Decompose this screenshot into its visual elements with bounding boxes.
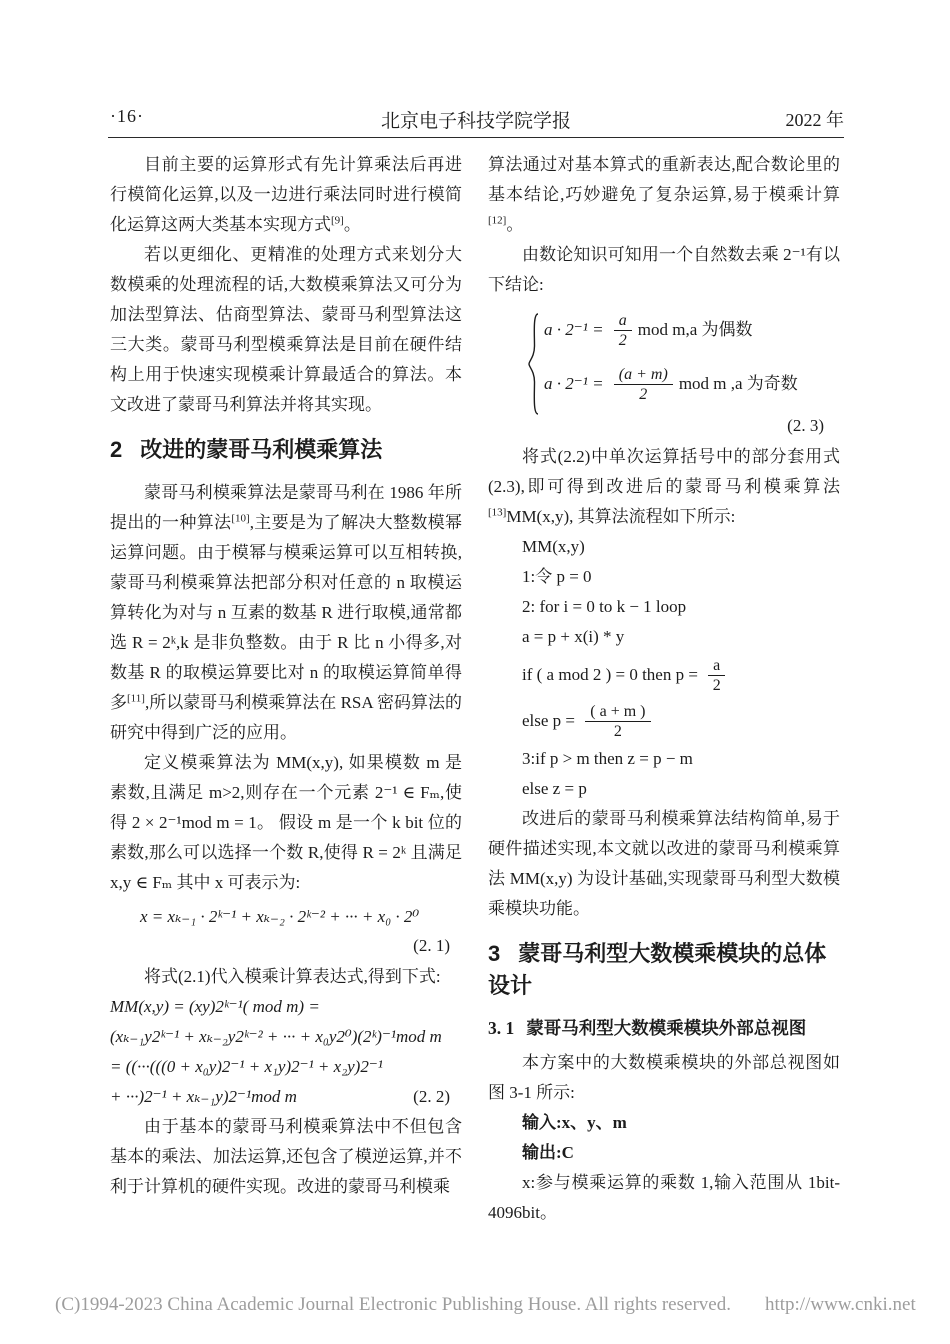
subsection-number: 3. 1 xyxy=(488,1018,515,1038)
paragraph-improved-algorithm-intro: 将式(2.2)中单次运算括号中的部分套用式(2.3),即可得到改进后的蒙哥马利模乘算法[13]MM(x,y), 其算法流程如下所示: xyxy=(488,447,840,526)
left-column xyxy=(110,150,462,1202)
curly-brace-icon xyxy=(526,312,540,416)
paragraph-overview-figure: 本方案中的大数模乘模块的外部总视图如图 3-1 所示: xyxy=(488,1053,840,1102)
paragraph-montgomery-history: 蒙哥马利模乘算法是蒙哥马利在 1986 年所提出的一种算法[10],主要是为了解决大整数模幂运算问题。由于模幂与模乘运算可以互相转换,蒙哥马利模乘算法把部分积对任意的 n 取模运算转化为对与 n 互素的数基 R 进行取模,通常都选 R = 2ᵏ,k 是非负整数。由于 R 比 n 小得多,对数基 R 的取模运算要比对 n 的取模运算简单得多[11],所以蒙哥马利模乘算法在 RSA 密码算法的研究中得到广泛的应用。 xyxy=(110,483,463,742)
paragraph-algorithm-classes: 若以更细化、更精准的处理方式来划分大数模乘的处理流程的话,大数模乘算法又可分为加法型算法、估商型算法、蒙哥马利型算法这三大类。蒙哥马利型模乘算法是目前在硬件结构上用于快速实现模乘计算最适合的算法。本文改进了蒙哥马利算法并将其实现。 xyxy=(110,245,462,414)
equation-2-1-label: (2. 1) xyxy=(413,936,450,955)
equation-2-2-line2: (xₖ₋₁y2ᵏ⁻¹ + xₖ₋₂y2ᵏ⁻² + ··· + x₀y2⁰)(2ᵏ)⁻¹mod m xyxy=(110,1027,442,1046)
fraction: $\frac{a}{2}$ xyxy=(708,656,725,695)
section-number: 2 xyxy=(110,437,123,462)
paragraph-reformulation: 算法通过对基本算式的重新表达,配合数论里的基本结论,巧妙避免了复杂运算,易于模乘计算[12]。 xyxy=(488,155,840,234)
citation-13: [13] xyxy=(488,506,507,519)
paragraph-improved-summary: 改进后的蒙哥马利模乘算法结构简单,易于硬件描述实现,本文就以改进的蒙哥马利模乘算法 MM(x,y) 为设计基础,实现蒙哥马利型大数模乘模块功能。 xyxy=(488,809,840,918)
cnki-url: http://www.cnki.net xyxy=(764,1294,916,1315)
page-number: ·16· xyxy=(110,106,144,126)
algo-line-mm: MM(x,y) xyxy=(522,537,585,556)
equation-2-3-even-case: a · 2⁻¹ = $\frac{a}{2}$ mod m,a 为偶数 xyxy=(544,311,753,349)
paragraph-x-definition: x:参与模乘运算的乘数 1,输入范围从 1bit-4096bit。 xyxy=(488,1173,840,1222)
equation-2-2-line4: + ···)2⁻¹ + xₖ₋₁y)2⁻¹mod m (2. 2) xyxy=(110,1082,462,1112)
publication-year: 2022 年 xyxy=(785,110,844,130)
subsection-title: 蒙哥马利型大数模乘模块外部总视图 xyxy=(526,1018,807,1038)
section-heading-3 xyxy=(488,938,840,1002)
citation-10: [10] xyxy=(231,512,250,525)
io-output-line: 输出:C xyxy=(522,1143,574,1162)
equation-2-1 xyxy=(110,902,462,960)
paragraph-basic-algorithm-drawback: 由于基本的蒙哥马利模乘算法中不但包含基本的乘法、加法运算,还包含了模逆运算,并不利于计算机的硬件实现。改进的蒙哥马利模乘 xyxy=(110,1117,462,1196)
page-header xyxy=(108,106,844,132)
equation-2-2-label: (2. 2) xyxy=(413,1087,450,1106)
citation-12: [12] xyxy=(488,214,507,227)
right-column xyxy=(488,150,840,1228)
journal-title: 北京电子科技学院学报 xyxy=(380,111,571,132)
section-heading-2 xyxy=(110,434,462,466)
citation-11: [11] xyxy=(127,692,145,705)
algo-line-else: else p = $\frac{( a + m )}{2}$ xyxy=(522,698,840,744)
algo-line-1: 1:令 p = 0 xyxy=(522,567,592,586)
equation-2-2-line1: MM(x,y) = (xy)2ᵏ⁻¹( mod m) = xyxy=(110,997,320,1016)
section-title: 改进的蒙哥马利模乘算法 xyxy=(140,437,383,462)
fraction: $\frac{a}{2}$ xyxy=(614,311,632,350)
paragraph-substitute-eq21: 将式(2.1)代入模乘计算表达式,得到下式: xyxy=(144,967,441,986)
algo-line-2: 2: for i = 0 to k − 1 loop xyxy=(522,597,687,616)
io-input-line: 输入:x、y、m xyxy=(522,1113,627,1132)
equation-2-2-line3: = ((···(((0 + x₀y)2⁻¹ + x₁y)2⁻¹ + x₂y)2⁻¹ xyxy=(110,1057,383,1076)
equation-2-1-body: x = xₖ₋₁ · 2ᵏ⁻¹ + xₖ₋₂ · 2ᵏ⁻² + ··· + x₀ · 2⁰ xyxy=(140,907,420,926)
section-number: 3 xyxy=(488,941,501,966)
copyright-text: (C)1994-2023 China Academic Journal Electronic Publishing House. All rights reserved. xyxy=(55,1294,731,1315)
equation-2-3 xyxy=(526,308,840,406)
algo-line-3: 3:if p > m then z = p − m xyxy=(522,749,693,768)
page-footer xyxy=(55,1294,916,1316)
algo-line-if: if ( a mod 2 ) = 0 then p = $\frac{a}{2}$ xyxy=(522,652,840,698)
equation-2-3-label: (2. 3) xyxy=(787,416,824,435)
algorithm-pseudocode xyxy=(522,532,840,804)
citation-9: [9] xyxy=(331,214,344,227)
fraction: $\frac{( a + m )}{2}$ xyxy=(585,702,650,741)
algo-line-a: a = p + x(i) * y xyxy=(522,627,625,646)
equation-2-3-odd-case: a · 2⁻¹ = $\frac{(a + m)}{2}$ mod m ,a 为奇数 xyxy=(544,365,798,403)
equation-2-2 xyxy=(110,992,462,1112)
algo-line-else-z: else z = p xyxy=(522,779,587,798)
paragraph-mm-definition: 定义模乘算法为 MM(x,y), 如果模数 m 是素数,且满足 m>2,则存在一个元素 2⁻¹ ∈ Fₘ,使得 2 × 2⁻¹mod m = 1。 假设 m 是一个 k bit 位的素数,那么可以选择一个数 R,使得 R = 2ᵏ 且满足 x,y ∈ Fₘ 其中 x 可表示为: xyxy=(110,753,462,892)
section-title: 蒙哥马利型大数模乘模块的总体设计 xyxy=(488,941,827,998)
header-rule xyxy=(108,137,844,138)
subsection-heading-3-1 xyxy=(488,1014,840,1042)
paragraph-number-theory: 由数论知识可知用一个自然数去乘 2⁻¹有以下结论: xyxy=(488,245,840,294)
paragraph-implementation-modes: 目前主要的运算形式有先计算乘法后再进行模简化运算,以及一边进行乘法同时进行模简化运算这两大类基本实现方式[9]。 xyxy=(110,155,462,234)
fraction: $\frac{(a + m)}{2}$ xyxy=(614,365,673,404)
